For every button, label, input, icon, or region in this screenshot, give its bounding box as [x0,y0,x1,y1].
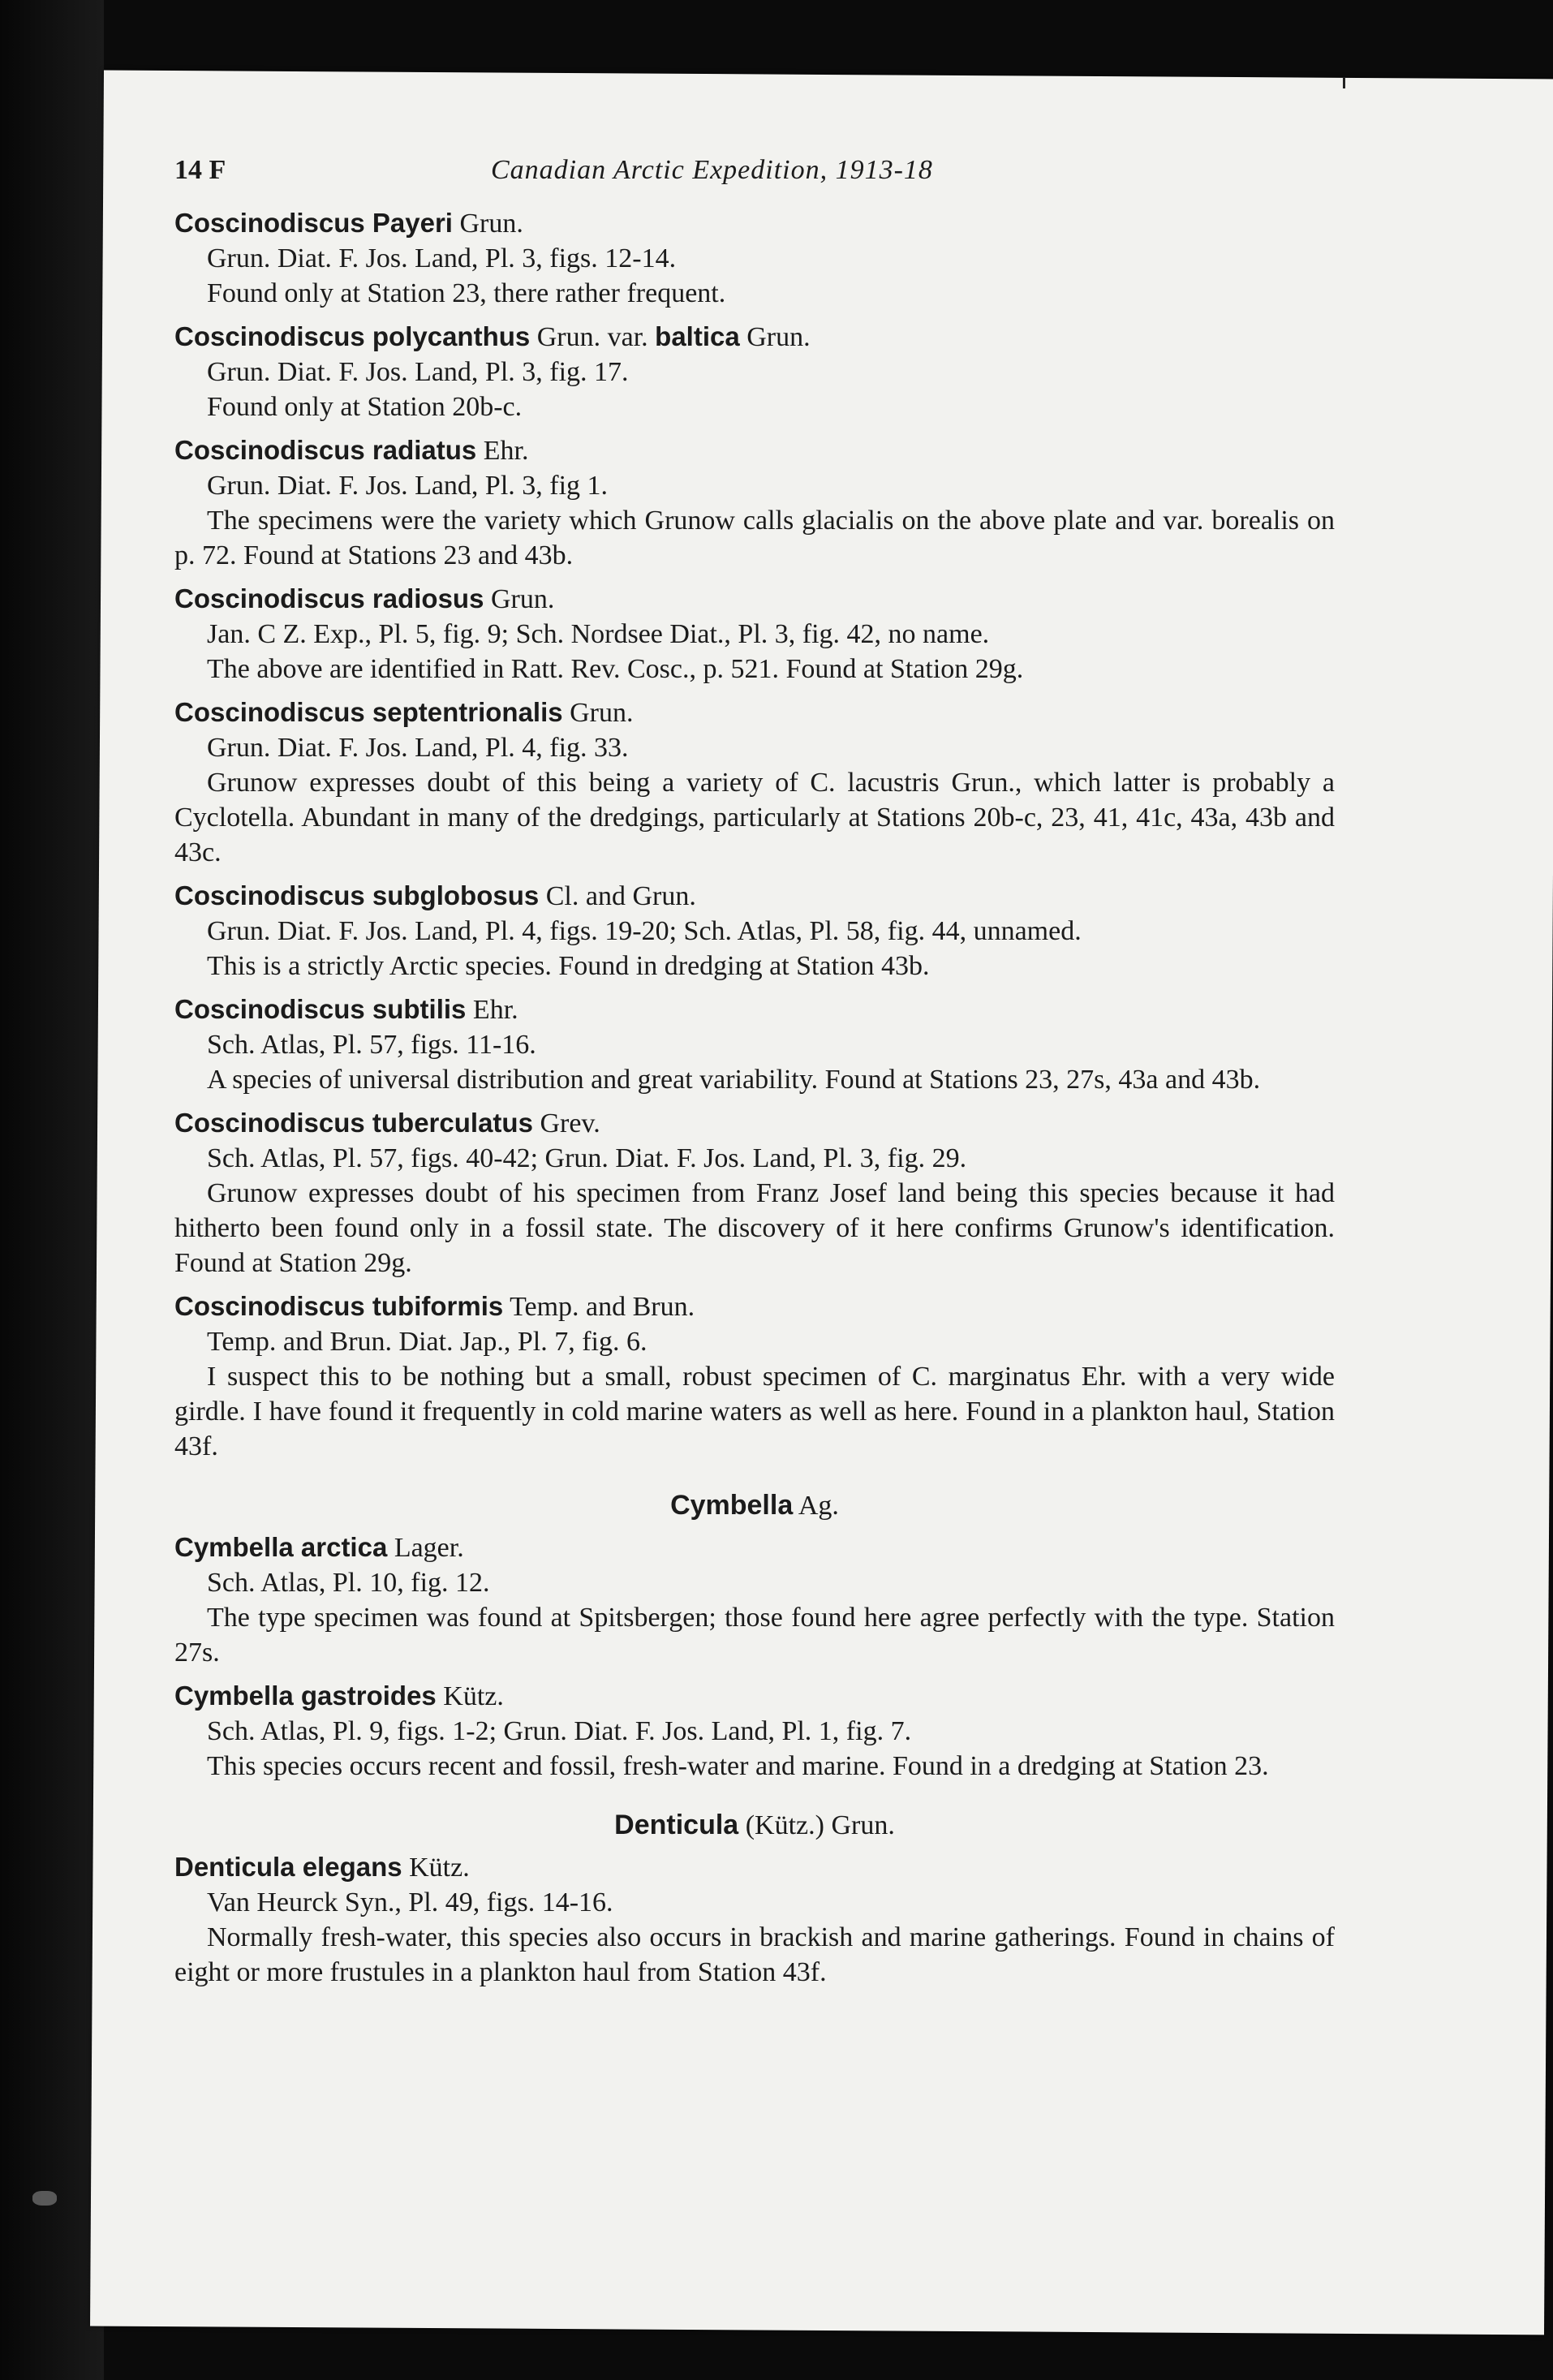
taxon-name: Coscinodiscus tubiformis [174,1291,504,1321]
entry-heading [174,1678,1335,1714]
entry-reference: Grun. Diat. F. Jos. Land, Pl. 3, fig 1. [207,471,609,501]
entry-note: This species occurs recent and fossil, fresh-water and marine. Found in a dredging at Station 23. [207,1751,1269,1781]
scan-left-edge [0,0,104,2380]
entry-heading [174,1289,1335,1324]
taxon-authority: Temp. and Brun. [503,1292,695,1322]
species-entry [174,1289,1335,1464]
species-entry [174,695,1335,870]
taxon-authority: Cl. and Grun. [539,881,696,911]
taxon-name: Cymbella gastroides [174,1681,437,1711]
genus-heading-denticula [174,1808,1335,1843]
variety-authority: Grun. [739,322,811,352]
entry-heading [174,205,1335,241]
entry-heading [174,1849,1335,1885]
taxon-authority: Grun. [452,209,523,239]
taxon-authority: Kütz. [402,1853,470,1883]
taxon-authority: Kütz. [436,1681,504,1711]
entry-note: The specimens were the variety which Grunow calls glacialis on the above plate and var. borealis on p. 72. Found at Stations 23 and 43b. [174,506,1335,570]
entry-heading [174,433,1335,468]
entry-note: A species of universal distribution and great variability. Found at Stations 23, 27s, 43a and 43b. [207,1065,1261,1095]
entry-note: Found only at Station 20b-c. [207,392,523,422]
taxon-authority: Grun. var. [530,322,656,352]
taxon-name: Coscinodiscus tuberculatus [174,1108,533,1138]
entry-heading [174,992,1335,1027]
running-head [174,153,1335,187]
taxon-authority: Grun. [484,584,555,614]
entry-reference: Sch. Atlas, Pl. 57, figs. 40-42; Grun. Diat. F. Jos. Land, Pl. 3, fig. 29. [207,1143,967,1173]
entry-note: The above are identified in Ratt. Rev. Cosc., p. 521. Found at Station 29g. [207,654,1024,684]
species-entry [174,992,1335,1097]
entry-heading [174,581,1335,617]
taxon-authority: Grev. [532,1108,600,1138]
entry-heading [174,695,1335,730]
genus-authority: (Kütz.) Grun. [738,1810,895,1840]
page-content [174,153,1335,1998]
entry-note: The type specimen was found at Spitsbergen; those found here agree perfectly with the type. Station 27s. [174,1603,1335,1668]
taxon-name: Coscinodiscus subglobosus [174,880,540,910]
entry-heading [174,319,1335,355]
entry-note: Grunow expresses doubt of his specimen from Franz Josef land being this species because it had hitherto been found only in a fossil state. The discovery of it here confirms Grunow's identification. Found at Station 29g. [174,1178,1335,1278]
entry-reference: Jan. C Z. Exp., Pl. 5, fig. 9; Sch. Nordsee Diat., Pl. 3, fig. 42, no name. [207,619,990,649]
entry-reference: Grun. Diat. F. Jos. Land, Pl. 4, fig. 33. [207,733,629,763]
taxon-name: Coscinodiscus radiosus [174,583,484,613]
taxon-name: Coscinodiscus polycanthus [174,321,531,351]
species-entry [174,1849,1335,1990]
page-number: 14 F [174,155,226,185]
taxon-name: Cymbella arctica [174,1532,388,1562]
entry-note: Grunow expresses doubt of this being a variety of C. lacustris Grun., which latter is probably a Cyclotella. Abundant in many of the dredgings, particularly at Stations 20b-c, 23, 41, 41c, 43a, 43b and 43c. [174,768,1335,867]
entry-reference: Grun. Diat. F. Jos. Land, Pl. 3, figs. 12-14. [207,243,677,273]
species-entry [174,1678,1335,1784]
running-title: Canadian Arctic Expedition, 1913-18 [491,155,933,185]
species-entry [174,205,1335,311]
entry-note: Found only at Station 23, there rather frequent. [207,278,726,308]
species-entry [174,319,1335,424]
species-entry [174,878,1335,983]
taxon-name: Coscinodiscus septentrionalis [174,697,563,727]
taxon-name: Denticula elegans [174,1852,402,1882]
species-entry [174,581,1335,686]
taxon-name: Coscinodiscus subtilis [174,994,467,1024]
entry-reference: Sch. Atlas, Pl. 57, figs. 11-16. [207,1030,536,1060]
entry-reference: Sch. Atlas, Pl. 9, figs. 1-2; Grun. Diat. F. Jos. Land, Pl. 1, fig. 7. [207,1716,912,1746]
species-entry [174,433,1335,573]
genus-name: Cymbella [670,1490,794,1521]
scan-mark [1343,77,1345,88]
taxon-name: Coscinodiscus radiatus [174,435,477,465]
entry-heading [174,1105,1335,1141]
variety-name: baltica [655,321,740,351]
taxon-authority: Ehr. [466,995,518,1025]
taxon-authority: Ehr. [476,436,529,466]
entries-list [174,205,1335,1464]
genus-authority: Ag. [793,1491,839,1521]
taxon-name: Coscinodiscus Payeri [174,208,453,238]
species-entry [174,1105,1335,1280]
entry-note: I suspect this to be nothing but a small, robust specimen of C. marginatus Ehr. with a very wide girdle. I have found it frequently in cold marine waters as well as here. Found in a plankton haul, Station 43f. [174,1362,1335,1461]
entry-reference: Grun. Diat. F. Jos. Land, Pl. 4, figs. 19-20; Sch. Atlas, Pl. 58, fig. 44, unnamed. [207,916,1082,946]
genus-heading-cymbella [174,1488,1335,1523]
entry-heading [174,878,1335,914]
entry-reference: Van Heurck Syn., Pl. 49, figs. 14-16. [207,1887,613,1917]
entry-reference: Sch. Atlas, Pl. 10, fig. 12. [207,1568,490,1598]
entry-heading [174,1530,1335,1565]
scan-speck [32,2191,57,2206]
entry-reference: Grun. Diat. F. Jos. Land, Pl. 3, fig. 17. [207,357,629,387]
taxon-authority: Lager. [387,1533,464,1563]
entry-note: This is a strictly Arctic species. Found in dredging at Station 43b. [207,951,930,981]
taxon-authority: Grun. [562,698,634,728]
species-entry [174,1530,1335,1670]
entry-reference: Temp. and Brun. Diat. Jap., Pl. 7, fig. 6. [207,1327,647,1357]
entry-note: Normally fresh-water, this species also occurs in brackish and marine gatherings. Found in chains of eight or more frustules in a plankton haul from Station 43f. [174,1922,1335,1987]
genus-name: Denticula [614,1810,739,1840]
